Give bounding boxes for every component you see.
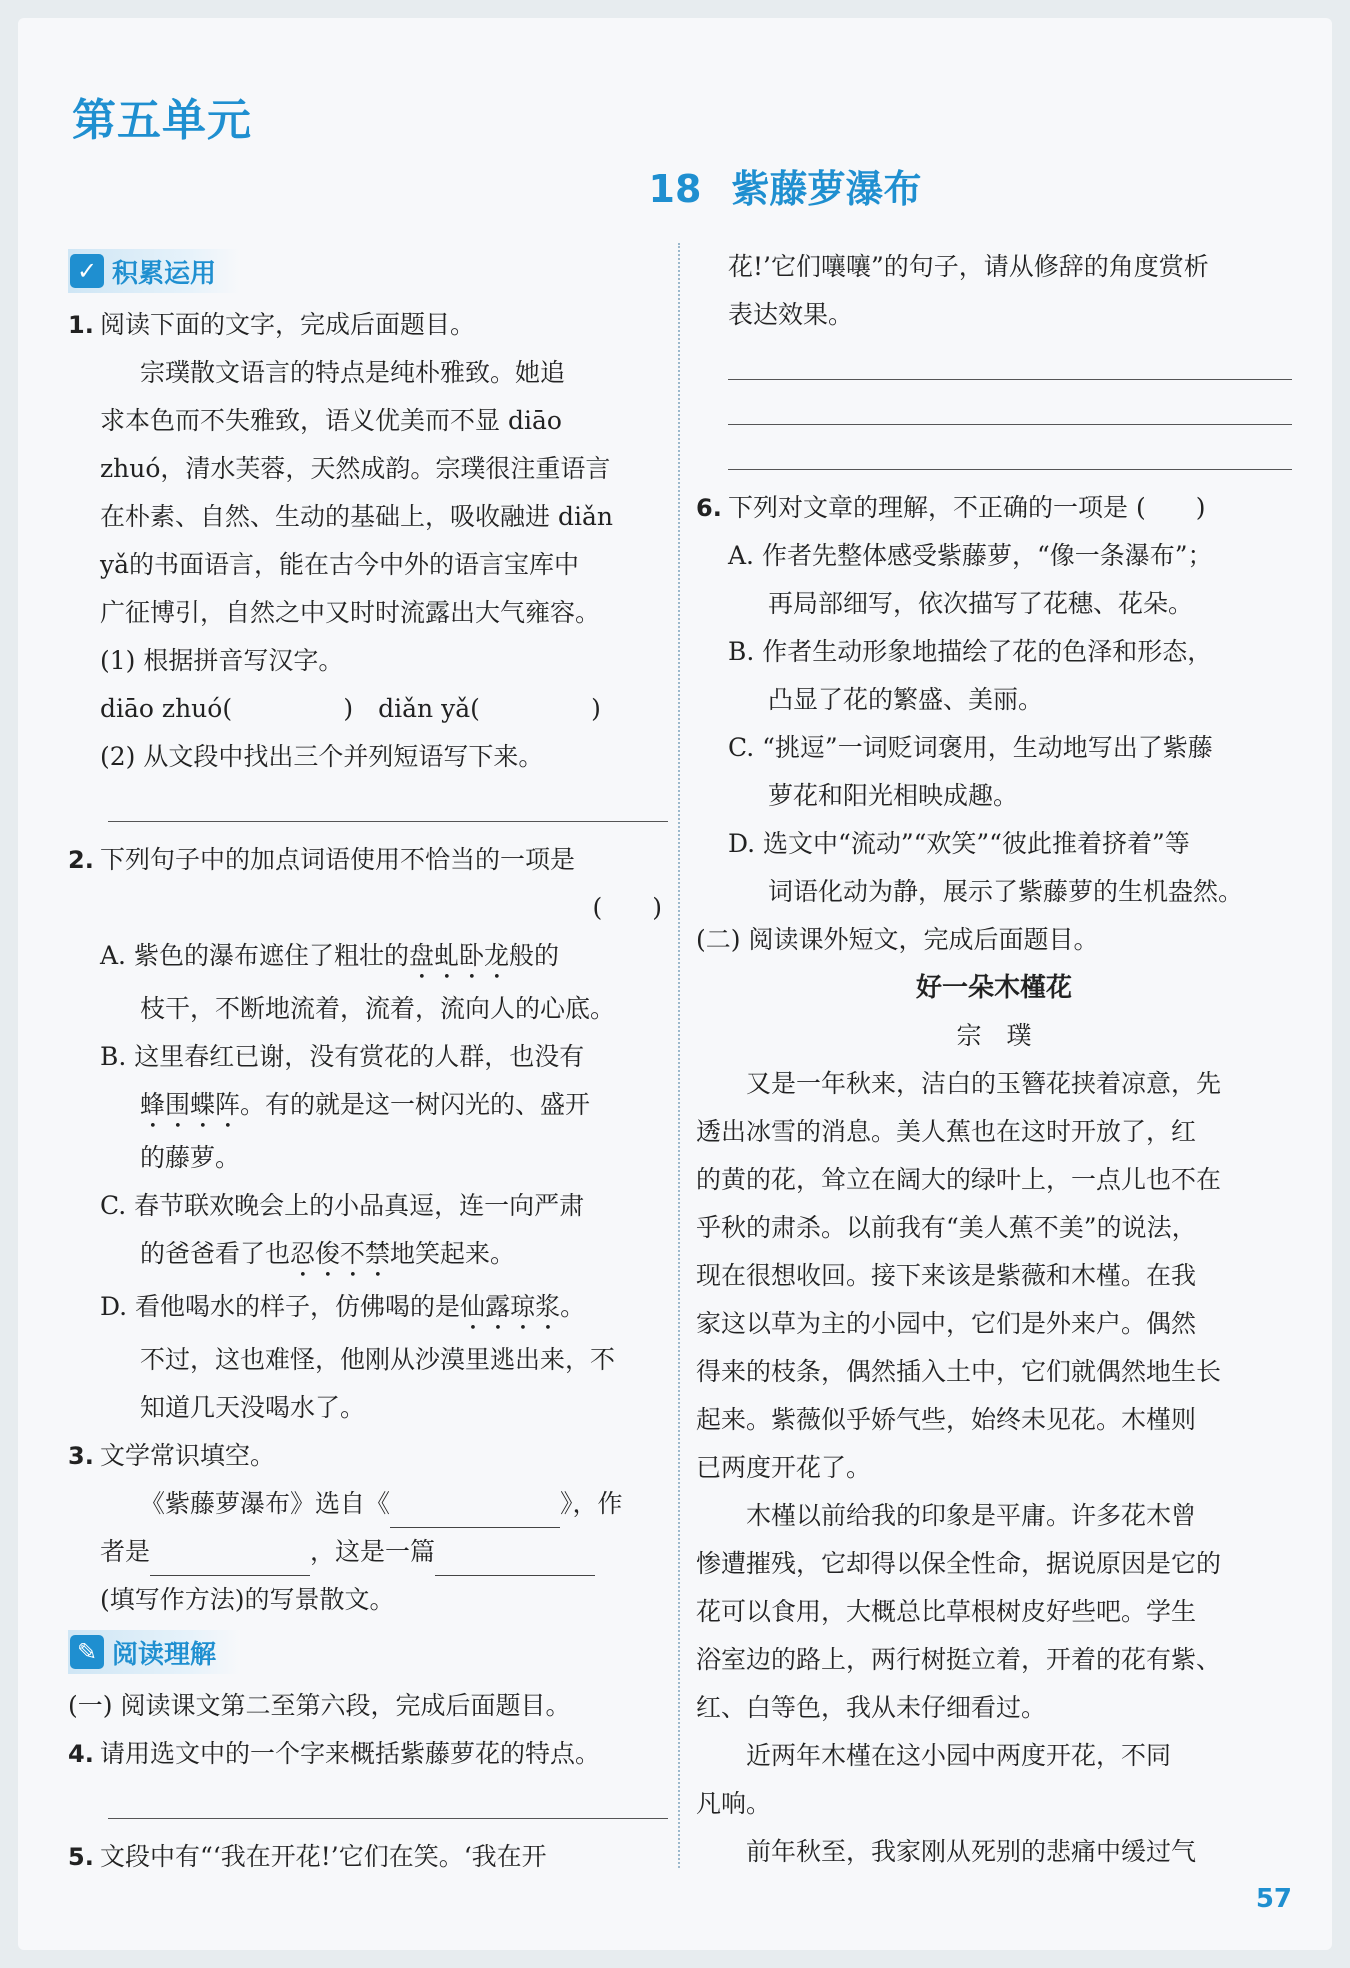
answer-line[interactable] [108, 1788, 668, 1819]
fill-line: 者是 ，这是一篇 [68, 1528, 668, 1576]
answer-blank[interactable] [435, 1545, 595, 1576]
option-d: D. 选文中“流动”“欢笑”“彼此推着挤着”等 [728, 829, 1190, 858]
question-5-cont: 表达效果。 [728, 300, 854, 329]
workbook-page [18, 18, 1332, 1950]
fill-line: (填写作方法)的写景散文。 [100, 1585, 395, 1614]
option-a: A. 紫色的瀑布遮住了粗壮的盘虬卧龙般的 [100, 941, 559, 970]
passage-line: 求本色而不失雅致，语义优美而不显 diāo [100, 406, 562, 435]
dotted-term: 仙露琼浆 [460, 1292, 561, 1321]
article-author: 宗 璞 [956, 1021, 1032, 1050]
article-line: 得来的枝条，偶然插入土中，它们就偶然地生长 [696, 1357, 1222, 1386]
part-heading: (二) 阅读课外短文，完成后面题目。 [696, 925, 1099, 954]
passage-line: 广征博引，自然之中又时时流露出大气雍容。 [100, 598, 601, 627]
section-header-accumulate [68, 249, 240, 293]
option-b-cont: 凸显了花的繁盛、美丽。 [768, 685, 1044, 714]
question-1: 1. 阅读下面的文字，完成后面题目。 [68, 310, 476, 339]
question-2: 2. 下列句子中的加点词语使用不恰当的一项是 [68, 845, 576, 874]
article-line: 乎秋的肃杀。以前我有“美人蕉不美”的说法， [696, 1213, 1197, 1242]
article-line: 的黄的花，耸立在阔大的绿叶上，一点儿也不在 [696, 1165, 1222, 1194]
article-line: 木槿以前给我的印象是平庸。许多花木曾 [696, 1501, 1197, 1530]
option-d: D. 看他喝水的样子，仿佛喝的是仙露琼浆。 [100, 1292, 586, 1321]
column-divider [678, 243, 680, 1868]
answer-line[interactable] [108, 791, 668, 822]
option-d-cont: 不过，这也难怪，他刚从沙漠里逃出来，不 [140, 1345, 616, 1374]
answer-line[interactable] [728, 349, 1292, 380]
pencil-icon: ✎ [70, 1635, 104, 1669]
page-number: 57 [1255, 1884, 1292, 1914]
dotted-term: 盘虬卧龙 [408, 941, 509, 970]
sub-question: (1) 根据拼音写汉字。 [100, 646, 344, 675]
answer-blank[interactable] [150, 1545, 310, 1576]
article-title: 好一朵木槿花 [915, 973, 1072, 1003]
answer-paren[interactable]: ( ) [592, 893, 662, 922]
part-heading: (一) 阅读课文第二至第六段，完成后面题目。 [68, 1691, 571, 1720]
article-line: 家这以草为主的小园中，它们是外来户。偶然 [696, 1309, 1197, 1338]
option-d-cont: 知道几天没喝水了。 [140, 1393, 366, 1422]
checkbox-icon: ✓ [70, 254, 104, 288]
article-line: 惨遭摧残，它却得以保全性命，据说原因是它的 [696, 1549, 1222, 1578]
article-line: 现在很想收回。接下来该是紫薇和木槿。在我 [696, 1261, 1197, 1290]
article-line: 凡响。 [696, 1789, 772, 1818]
option-d-cont: 词语化动为静，展示了紫藤萝的生机盎然。 [768, 877, 1244, 906]
sub-question: (2) 从文段中找出三个并列短语写下来。 [100, 742, 544, 771]
unit-title: 第五单元 [72, 95, 252, 146]
article-line: 起来。紫薇似乎娇气些，始终未见花。木槿则 [696, 1405, 1197, 1434]
answer-blank[interactable] [480, 694, 591, 723]
option-c: C. 春节联欢晚会上的小品真逗，连一向严肃 [100, 1191, 585, 1220]
answer-blank[interactable] [232, 694, 343, 723]
option-a: A. 作者先整体感受紫藤萝，“像一条瀑布”； [728, 541, 1213, 570]
article-line: 浴室边的路上，两行树挺立着，开着的花有紫、 [696, 1645, 1222, 1674]
option-b: B. 这里春红已谢，没有赏花的人群，也没有 [100, 1042, 585, 1071]
section-label: 积累运用 [112, 258, 217, 289]
option-b-cont: 蜂围蝶阵。有的就是这一树闪光的、盛开 [140, 1090, 591, 1119]
passage-line: 在朴素、自然、生动的基础上，吸收融进 diǎn [100, 502, 613, 531]
option-c-cont: 的爸爸看了也忍俊不禁地笑起来。 [140, 1239, 516, 1268]
question-5: 5. 文段中有“‘我在开花!’它们在笑。‘我在开 [68, 1842, 547, 1871]
answer-blank[interactable] [390, 1497, 560, 1528]
right-column [696, 243, 1292, 1876]
article-line: 近两年木槿在这小园中两度开花，不同 [696, 1741, 1172, 1770]
article-line: 前年秋至，我家刚从死别的悲痛中缓过气 [696, 1837, 1197, 1866]
dotted-term: 蜂围蝶阵 [140, 1090, 241, 1119]
question-4: 4. 请用选文中的一个字来概括紫藤萝花的特点。 [68, 1739, 601, 1768]
passage-line: 宗璞散文语言的特点是纯朴雅致。她追 [140, 358, 566, 387]
option-b-cont: 的藤萝。 [140, 1143, 241, 1172]
passage-line: yǎ的书面语言，能在古今中外的语言宝库中 [100, 550, 580, 579]
fill-line: 《紫藤萝瀑布》选自《 》，作 [68, 1480, 668, 1528]
article-line: 花可以食用，大概总比草根树皮好些吧。学生 [696, 1597, 1197, 1626]
lesson-number: 18 [648, 167, 702, 211]
lesson-name: 紫藤萝瀑布 [731, 167, 922, 211]
answer-line[interactable] [728, 439, 1292, 470]
article-body [696, 1060, 1292, 1876]
answer-line[interactable] [728, 394, 1292, 425]
article-line: 透出冰雪的消息。美人蕉也在这时开放了，红 [696, 1117, 1197, 1146]
article-line: 红、白等色，我从未仔细看过。 [696, 1693, 1047, 1722]
option-b: B. 作者生动形象地描绘了花的色泽和形态， [728, 637, 1213, 666]
article-line: 又是一年秋来，洁白的玉簪花挟着凉意，先 [696, 1069, 1222, 1098]
option-c-cont: 萝花和阳光相映成趣。 [768, 781, 1019, 810]
article-line: 已两度开花了。 [696, 1453, 872, 1482]
section-header-reading [68, 1630, 240, 1674]
lesson-title [18, 158, 1332, 213]
dotted-term: 忍俊不禁 [290, 1239, 391, 1268]
pinyin-fill: diāo zhuó( ) diǎn yǎ( ) [100, 694, 601, 723]
question-3: 3. 文学常识填空。 [68, 1441, 276, 1470]
section-label: 阅读理解 [112, 1639, 217, 1670]
question-6: 6. 下列对文章的理解，不正确的一项是 ( ) [696, 493, 1206, 522]
left-column [68, 243, 668, 1881]
passage-line: zhuó，清水芙蓉，天然成韵。宗璞很注重语言 [100, 454, 611, 483]
option-c: C. “挑逗”一词贬词褒用，生动地写出了紫藤 [728, 733, 1213, 762]
question-5-cont: 花!’它们嚷嚷”的句子，请从修辞的角度赏析 [728, 252, 1209, 281]
option-a-cont: 枝干，不断地流着，流着，流向人的心底。 [140, 994, 616, 1023]
option-a-cont: 再局部细写，依次描写了花穗、花朵。 [768, 589, 1194, 618]
